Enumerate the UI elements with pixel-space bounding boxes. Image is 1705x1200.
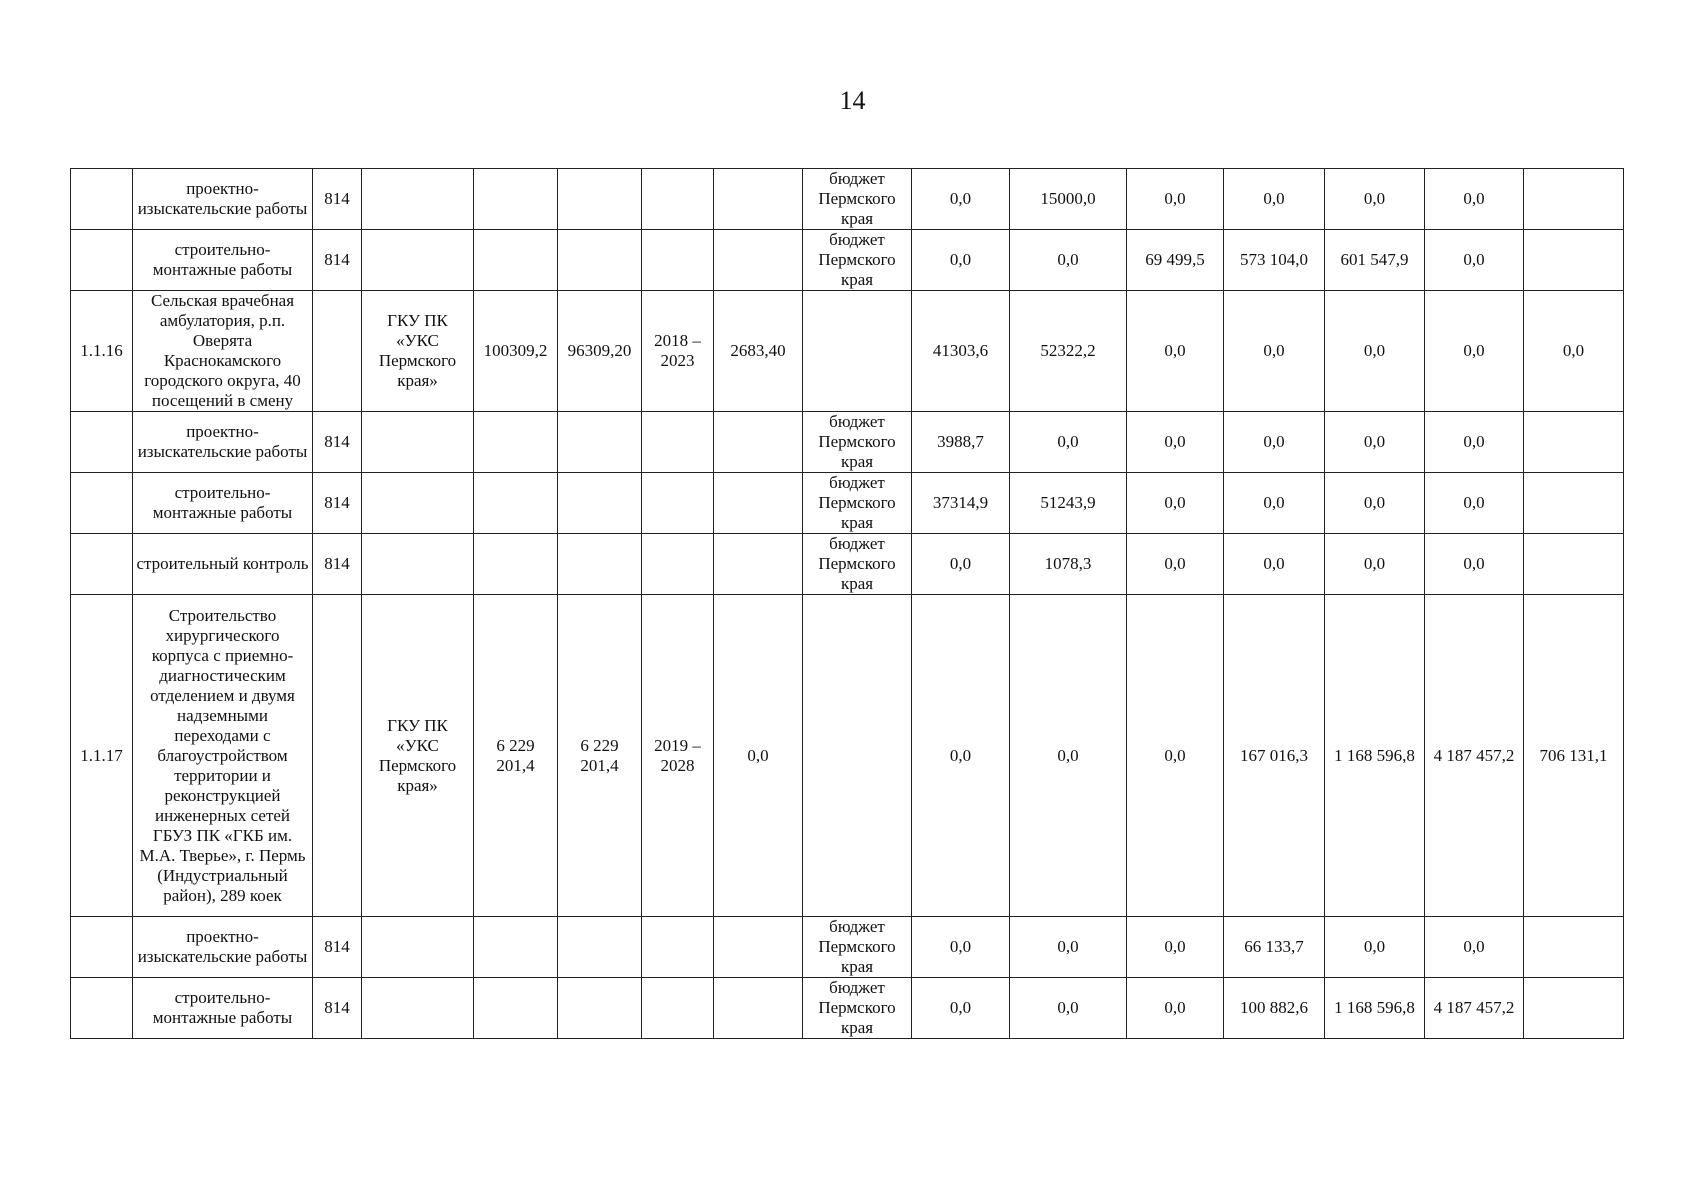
cell-v5: 601 547,9 <box>1325 230 1425 291</box>
cell-cost-total: 6 229 201,4 <box>474 595 558 917</box>
cell-num <box>71 978 133 1039</box>
cell-v7 <box>1524 978 1624 1039</box>
cell-v7 <box>1524 917 1624 978</box>
table-row <box>71 291 1624 412</box>
cell-v5: 0,0 <box>1325 169 1425 230</box>
cell-num: 1.1.17 <box>71 595 133 917</box>
cell-v4: 66 133,7 <box>1224 917 1325 978</box>
cell-v7: 706 131,1 <box>1524 595 1624 917</box>
cell-code: 814 <box>313 230 362 291</box>
cell-source: бюджет Пермского края <box>803 473 912 534</box>
cell-period <box>642 534 714 595</box>
cell-v1: 0,0 <box>912 978 1010 1039</box>
cell-v6: 4 187 457,2 <box>1425 595 1524 917</box>
cell-v5: 1 168 596,8 <box>1325 978 1425 1039</box>
cell-cost-total <box>474 534 558 595</box>
cell-v1: 3988,7 <box>912 412 1010 473</box>
cell-period <box>642 169 714 230</box>
cell-v6: 0,0 <box>1425 169 1524 230</box>
cell-v1: 37314,9 <box>912 473 1010 534</box>
cell-customer <box>362 412 474 473</box>
cell-name: проектно-изыскательские работы <box>133 917 313 978</box>
cell-cost-remaining <box>558 978 642 1039</box>
cell-num <box>71 917 133 978</box>
cell-v4: 0,0 <box>1224 412 1325 473</box>
table-row <box>71 978 1624 1039</box>
cell-name: Строительство хирургического корпуса с приемно-диагностическим отделением и двумя надземными переходами с благоустройством территории и реконструкцией инженерных сетей ГБУЗ ПК «ГКБ им. М.А. Тверье», г. Пермь (Индустриальный район), 289 коек <box>133 595 313 917</box>
cell-num: 1.1.16 <box>71 291 133 412</box>
cell-v3: 0,0 <box>1127 412 1224 473</box>
cell-v2: 0,0 <box>1010 412 1127 473</box>
cell-source: бюджет Пермского края <box>803 917 912 978</box>
cell-v3: 0,0 <box>1127 169 1224 230</box>
cell-customer <box>362 534 474 595</box>
cell-v4: 0,0 <box>1224 291 1325 412</box>
cell-name: Сельская врачебная амбулатория, р.п. Оверята Краснокамского городского округа, 40 посещений в смену <box>133 291 313 412</box>
cell-period: 2018 – 2023 <box>642 291 714 412</box>
cell-name: строительно-монтажные работы <box>133 473 313 534</box>
cell-customer <box>362 978 474 1039</box>
cell-customer <box>362 473 474 534</box>
cell-v3: 0,0 <box>1127 978 1224 1039</box>
cell-cost-total <box>474 917 558 978</box>
cell-v7 <box>1524 230 1624 291</box>
cell-period <box>642 473 714 534</box>
page-number: 14 <box>839 86 866 115</box>
cell-v5: 0,0 <box>1325 473 1425 534</box>
cell-code <box>313 595 362 917</box>
cell-name: строительно-монтажные работы <box>133 230 313 291</box>
cell-source: бюджет Пермского края <box>803 412 912 473</box>
cell-name: строительно-монтажные работы <box>133 978 313 1039</box>
cell-cost-remaining <box>558 169 642 230</box>
cell-cost-total <box>474 169 558 230</box>
table-row <box>71 412 1624 473</box>
cell-cost-total <box>474 978 558 1039</box>
cell-cost-remaining: 6 229 201,4 <box>558 595 642 917</box>
cell-v4: 573 104,0 <box>1224 230 1325 291</box>
cell-v3: 0,0 <box>1127 595 1224 917</box>
cell-period: 2019 – 2028 <box>642 595 714 917</box>
cell-v1: 0,0 <box>912 169 1010 230</box>
cell-v6: 0,0 <box>1425 291 1524 412</box>
cell-cost-remaining <box>558 412 642 473</box>
cell-code: 814 <box>313 412 362 473</box>
cell-v3: 0,0 <box>1127 473 1224 534</box>
cell-source <box>803 595 912 917</box>
table-row <box>71 169 1624 230</box>
cell-v1: 0,0 <box>912 595 1010 917</box>
cell-capacity <box>714 169 803 230</box>
cell-v4: 0,0 <box>1224 473 1325 534</box>
cell-code: 814 <box>313 473 362 534</box>
cell-capacity <box>714 230 803 291</box>
cell-customer <box>362 917 474 978</box>
cell-source: бюджет Пермского края <box>803 230 912 291</box>
cell-period <box>642 412 714 473</box>
cell-v2: 0,0 <box>1010 595 1127 917</box>
table-row <box>71 230 1624 291</box>
cell-v5: 1 168 596,8 <box>1325 595 1425 917</box>
cell-v6: 0,0 <box>1425 473 1524 534</box>
cell-name: проектно-изыскательские работы <box>133 169 313 230</box>
cell-v5: 0,0 <box>1325 412 1425 473</box>
cell-period <box>642 917 714 978</box>
cell-cost-total <box>474 412 558 473</box>
cell-source: бюджет Пермского края <box>803 978 912 1039</box>
cell-v3: 0,0 <box>1127 291 1224 412</box>
cell-customer: ГКУ ПК «УКС Пермского края» <box>362 595 474 917</box>
cell-code: 814 <box>313 917 362 978</box>
cell-v6: 0,0 <box>1425 917 1524 978</box>
cell-v2: 15000,0 <box>1010 169 1127 230</box>
cell-v1: 0,0 <box>912 230 1010 291</box>
cell-code <box>313 291 362 412</box>
cell-customer <box>362 230 474 291</box>
cell-capacity <box>714 534 803 595</box>
cell-code: 814 <box>313 169 362 230</box>
cell-period <box>642 978 714 1039</box>
cell-v5: 0,0 <box>1325 534 1425 595</box>
cell-v2: 0,0 <box>1010 917 1127 978</box>
cell-period <box>642 230 714 291</box>
cell-capacity <box>714 473 803 534</box>
cell-v1: 41303,6 <box>912 291 1010 412</box>
cell-v1: 0,0 <box>912 917 1010 978</box>
table-row <box>71 917 1624 978</box>
cell-num <box>71 230 133 291</box>
cell-v5: 0,0 <box>1325 917 1425 978</box>
cell-name: строительный контроль <box>133 534 313 595</box>
cell-v6: 0,0 <box>1425 230 1524 291</box>
cell-v2: 51243,9 <box>1010 473 1127 534</box>
cell-num <box>71 473 133 534</box>
table-row <box>71 595 1624 917</box>
cell-v7 <box>1524 169 1624 230</box>
cell-source: бюджет Пермского края <box>803 534 912 595</box>
cell-cost-remaining <box>558 473 642 534</box>
cell-customer: ГКУ ПК «УКС Пермского края» <box>362 291 474 412</box>
cell-v6: 0,0 <box>1425 534 1524 595</box>
cell-v5: 0,0 <box>1325 291 1425 412</box>
cell-v4: 0,0 <box>1224 169 1325 230</box>
budget-table <box>70 168 1624 1039</box>
cell-v1: 0,0 <box>912 534 1010 595</box>
cell-capacity: 0,0 <box>714 595 803 917</box>
cell-name: проектно-изыскательские работы <box>133 412 313 473</box>
cell-v4: 0,0 <box>1224 534 1325 595</box>
cell-v2: 0,0 <box>1010 978 1127 1039</box>
cell-v3: 0,0 <box>1127 534 1224 595</box>
cell-code: 814 <box>313 978 362 1039</box>
cell-cost-remaining: 96309,20 <box>558 291 642 412</box>
cell-capacity: 2683,40 <box>714 291 803 412</box>
cell-v4: 100 882,6 <box>1224 978 1325 1039</box>
cell-capacity <box>714 978 803 1039</box>
cell-v7: 0,0 <box>1524 291 1624 412</box>
cell-source <box>803 291 912 412</box>
cell-v2: 1078,3 <box>1010 534 1127 595</box>
cell-v2: 52322,2 <box>1010 291 1127 412</box>
table-row <box>71 473 1624 534</box>
cell-v7 <box>1524 473 1624 534</box>
cell-v3: 69 499,5 <box>1127 230 1224 291</box>
cell-source: бюджет Пермского края <box>803 169 912 230</box>
cell-cost-remaining <box>558 534 642 595</box>
cell-capacity <box>714 917 803 978</box>
cell-v6: 0,0 <box>1425 412 1524 473</box>
cell-cost-remaining <box>558 917 642 978</box>
cell-customer <box>362 169 474 230</box>
cell-cost-total: 100309,2 <box>474 291 558 412</box>
cell-num <box>71 412 133 473</box>
cell-num <box>71 534 133 595</box>
cell-v7 <box>1524 534 1624 595</box>
cell-v2: 0,0 <box>1010 230 1127 291</box>
cell-v6: 4 187 457,2 <box>1425 978 1524 1039</box>
cell-num <box>71 169 133 230</box>
cell-cost-total <box>474 230 558 291</box>
cell-v4: 167 016,3 <box>1224 595 1325 917</box>
cell-cost-remaining <box>558 230 642 291</box>
table-row <box>71 534 1624 595</box>
cell-v7 <box>1524 412 1624 473</box>
cell-cost-total <box>474 473 558 534</box>
cell-capacity <box>714 412 803 473</box>
cell-v3: 0,0 <box>1127 917 1224 978</box>
cell-code: 814 <box>313 534 362 595</box>
